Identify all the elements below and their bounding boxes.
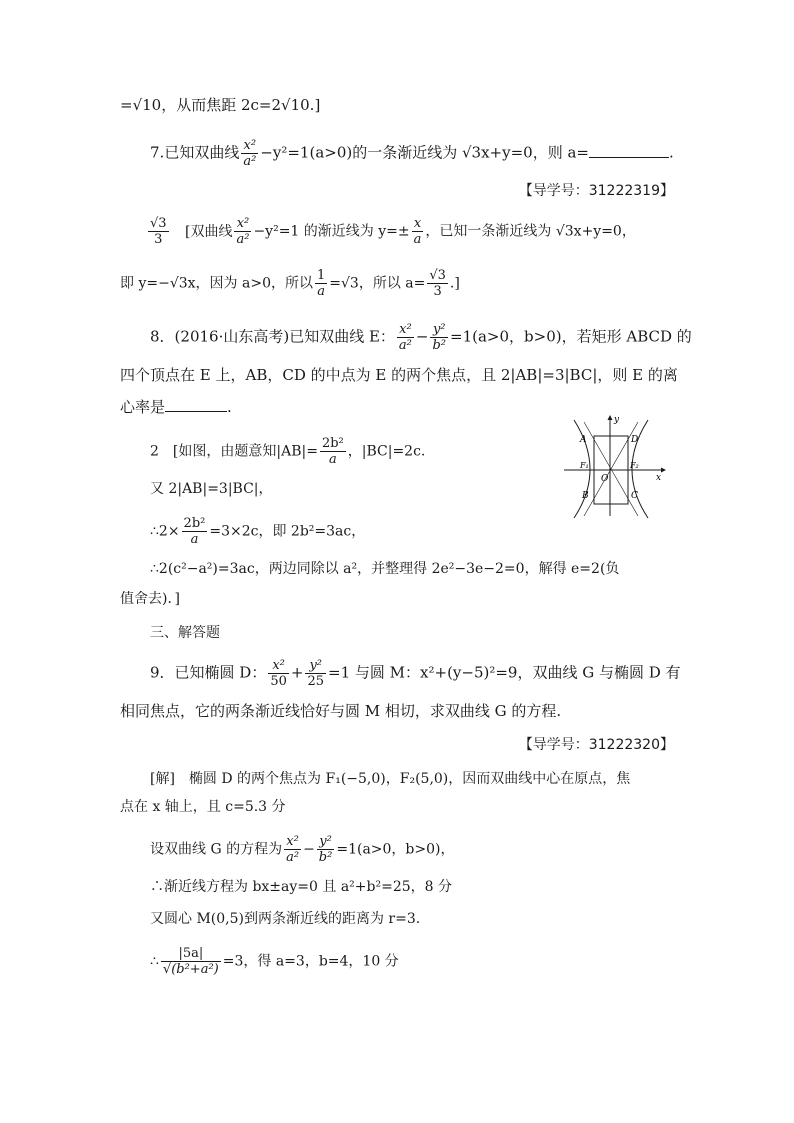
previous-solution-tail: =√10，从而焦距 2c=2√10.] bbox=[120, 96, 321, 114]
solution-8-line-5: 值舍去)．] bbox=[120, 591, 180, 607]
question-8-line-2: 四个顶点在 E 上，AB，CD 的中点为 E 的两个焦点，且 2|AB|=3|BC|，则 E 的离 bbox=[120, 366, 678, 384]
solution-7-line-2: 即 y=−√3x，因为 a>0，所以 $\frac{1}{a}$ =√3，所以 a= $\frac{√3}{3}$ .] bbox=[120, 268, 460, 299]
solution-9-line-3: 设双曲线 G 的方程为 $\frac{\text{x²}}{\text{a²}}$ − $\frac{\text{y²}}{\text{b²}}$ =1(a>0，b>0)， bbox=[150, 834, 455, 865]
answer-fraction: $\frac{√3}{3}$ bbox=[150, 216, 167, 247]
question-8: 8．(2016·山东高考)已知双曲线 E： $\frac{\text{x²}}{\text{a²}}$ − $\frac{\text{y²}}{\text{b²}}$ =1(a>0，b>0)，若矩形 ABCD 的 bbox=[150, 322, 692, 353]
question-7: 7.已知双曲线 $\frac{\text{x²}}{\text{a²}}$ −y²=1(a>0)的一条渐近线为 √3x+y=0，则 a= . bbox=[150, 138, 674, 169]
label-o: O bbox=[601, 474, 609, 484]
section-title: 三、解答题 bbox=[150, 625, 220, 641]
question-8-line-3: 心率是 . bbox=[120, 398, 232, 416]
solution-9-line-1: [解] 椭圆 D 的两个焦点为 F₁(−5,0)，F₂(5,0)，因而双曲线中心在原点，焦 bbox=[150, 771, 631, 787]
solution-7-line-1: $\frac{√3}{3}$ [双曲线 $\frac{\text{x²}}{\text{a²}}$ −y²=1 的渐近线为 y=± $\frac{x}{a}$ ，已知一条渐近线为 √3x+y=0， bbox=[150, 216, 636, 247]
label-b: B bbox=[582, 491, 589, 501]
label-a: A bbox=[580, 435, 587, 445]
label-c: C bbox=[631, 491, 638, 501]
fraction: $\frac{\text{x²}}{\text{a²}}$ bbox=[243, 138, 257, 169]
question-9-line-2: 相同焦点，它的两条渐近线恰好与圆 M 相切，求双曲线 G 的方程. bbox=[120, 702, 562, 720]
hyperbola-figure bbox=[560, 412, 672, 520]
x-axis-arrow bbox=[661, 468, 666, 473]
reference-number: 【导学号：31222320】 bbox=[518, 737, 674, 753]
solution-8-line-1: 2 [如图，由题意知|AB|= $\frac{\text{2b²}}{a}$ ，|BC|=2c. bbox=[150, 436, 426, 467]
label-y: y bbox=[614, 415, 620, 425]
question-number: 7. bbox=[150, 143, 165, 162]
reference-number: 【导学号：31222319】 bbox=[518, 183, 674, 199]
label-f2: F₂ bbox=[630, 461, 639, 470]
answer-blank bbox=[589, 143, 669, 158]
solution-8-line-3: ∴2× $\frac{\text{2b²}}{a}$ =3×2c，即 2b²=3ac， bbox=[150, 516, 366, 547]
solution-9-line-2: 点在 x 轴上，且 c=5.3 分 bbox=[120, 799, 286, 815]
answer-blank bbox=[165, 397, 227, 412]
label-x: x bbox=[656, 473, 662, 483]
solution-9-line-4: ∴渐近线方程为 bx±ay=0 且 a²+b²=25，8 分 bbox=[150, 879, 452, 895]
solution-9-line-6: ∴ $\frac{|5a|}{\text{√(b²+a²)}}$ =3，得 a=3，b=4，10 分 bbox=[150, 946, 399, 977]
label-d: D bbox=[631, 435, 639, 445]
question-9: 9．已知椭圆 D： $\frac{\text{x²}}{50}$ + $\frac{\text{y²}}{25}$ =1 与圆 M：x²+(y−5)²=9，双曲线 G 与椭圆 D 有 bbox=[150, 658, 681, 689]
y-axis-arrow bbox=[608, 415, 613, 420]
solution-8-line-2: 又 2|AB|=3|BC|， bbox=[150, 481, 273, 497]
label-f1: F₁ bbox=[580, 461, 589, 470]
solution-9-line-5: 又圆心 M(0,5)到两条渐近线的距离为 r=3. bbox=[150, 911, 421, 927]
solution-8-line-4: ∴2(c²−a²)=3ac，两边同除以 a²，并整理得 2e²−3e−2=0，解得 e=2(负 bbox=[150, 561, 620, 577]
